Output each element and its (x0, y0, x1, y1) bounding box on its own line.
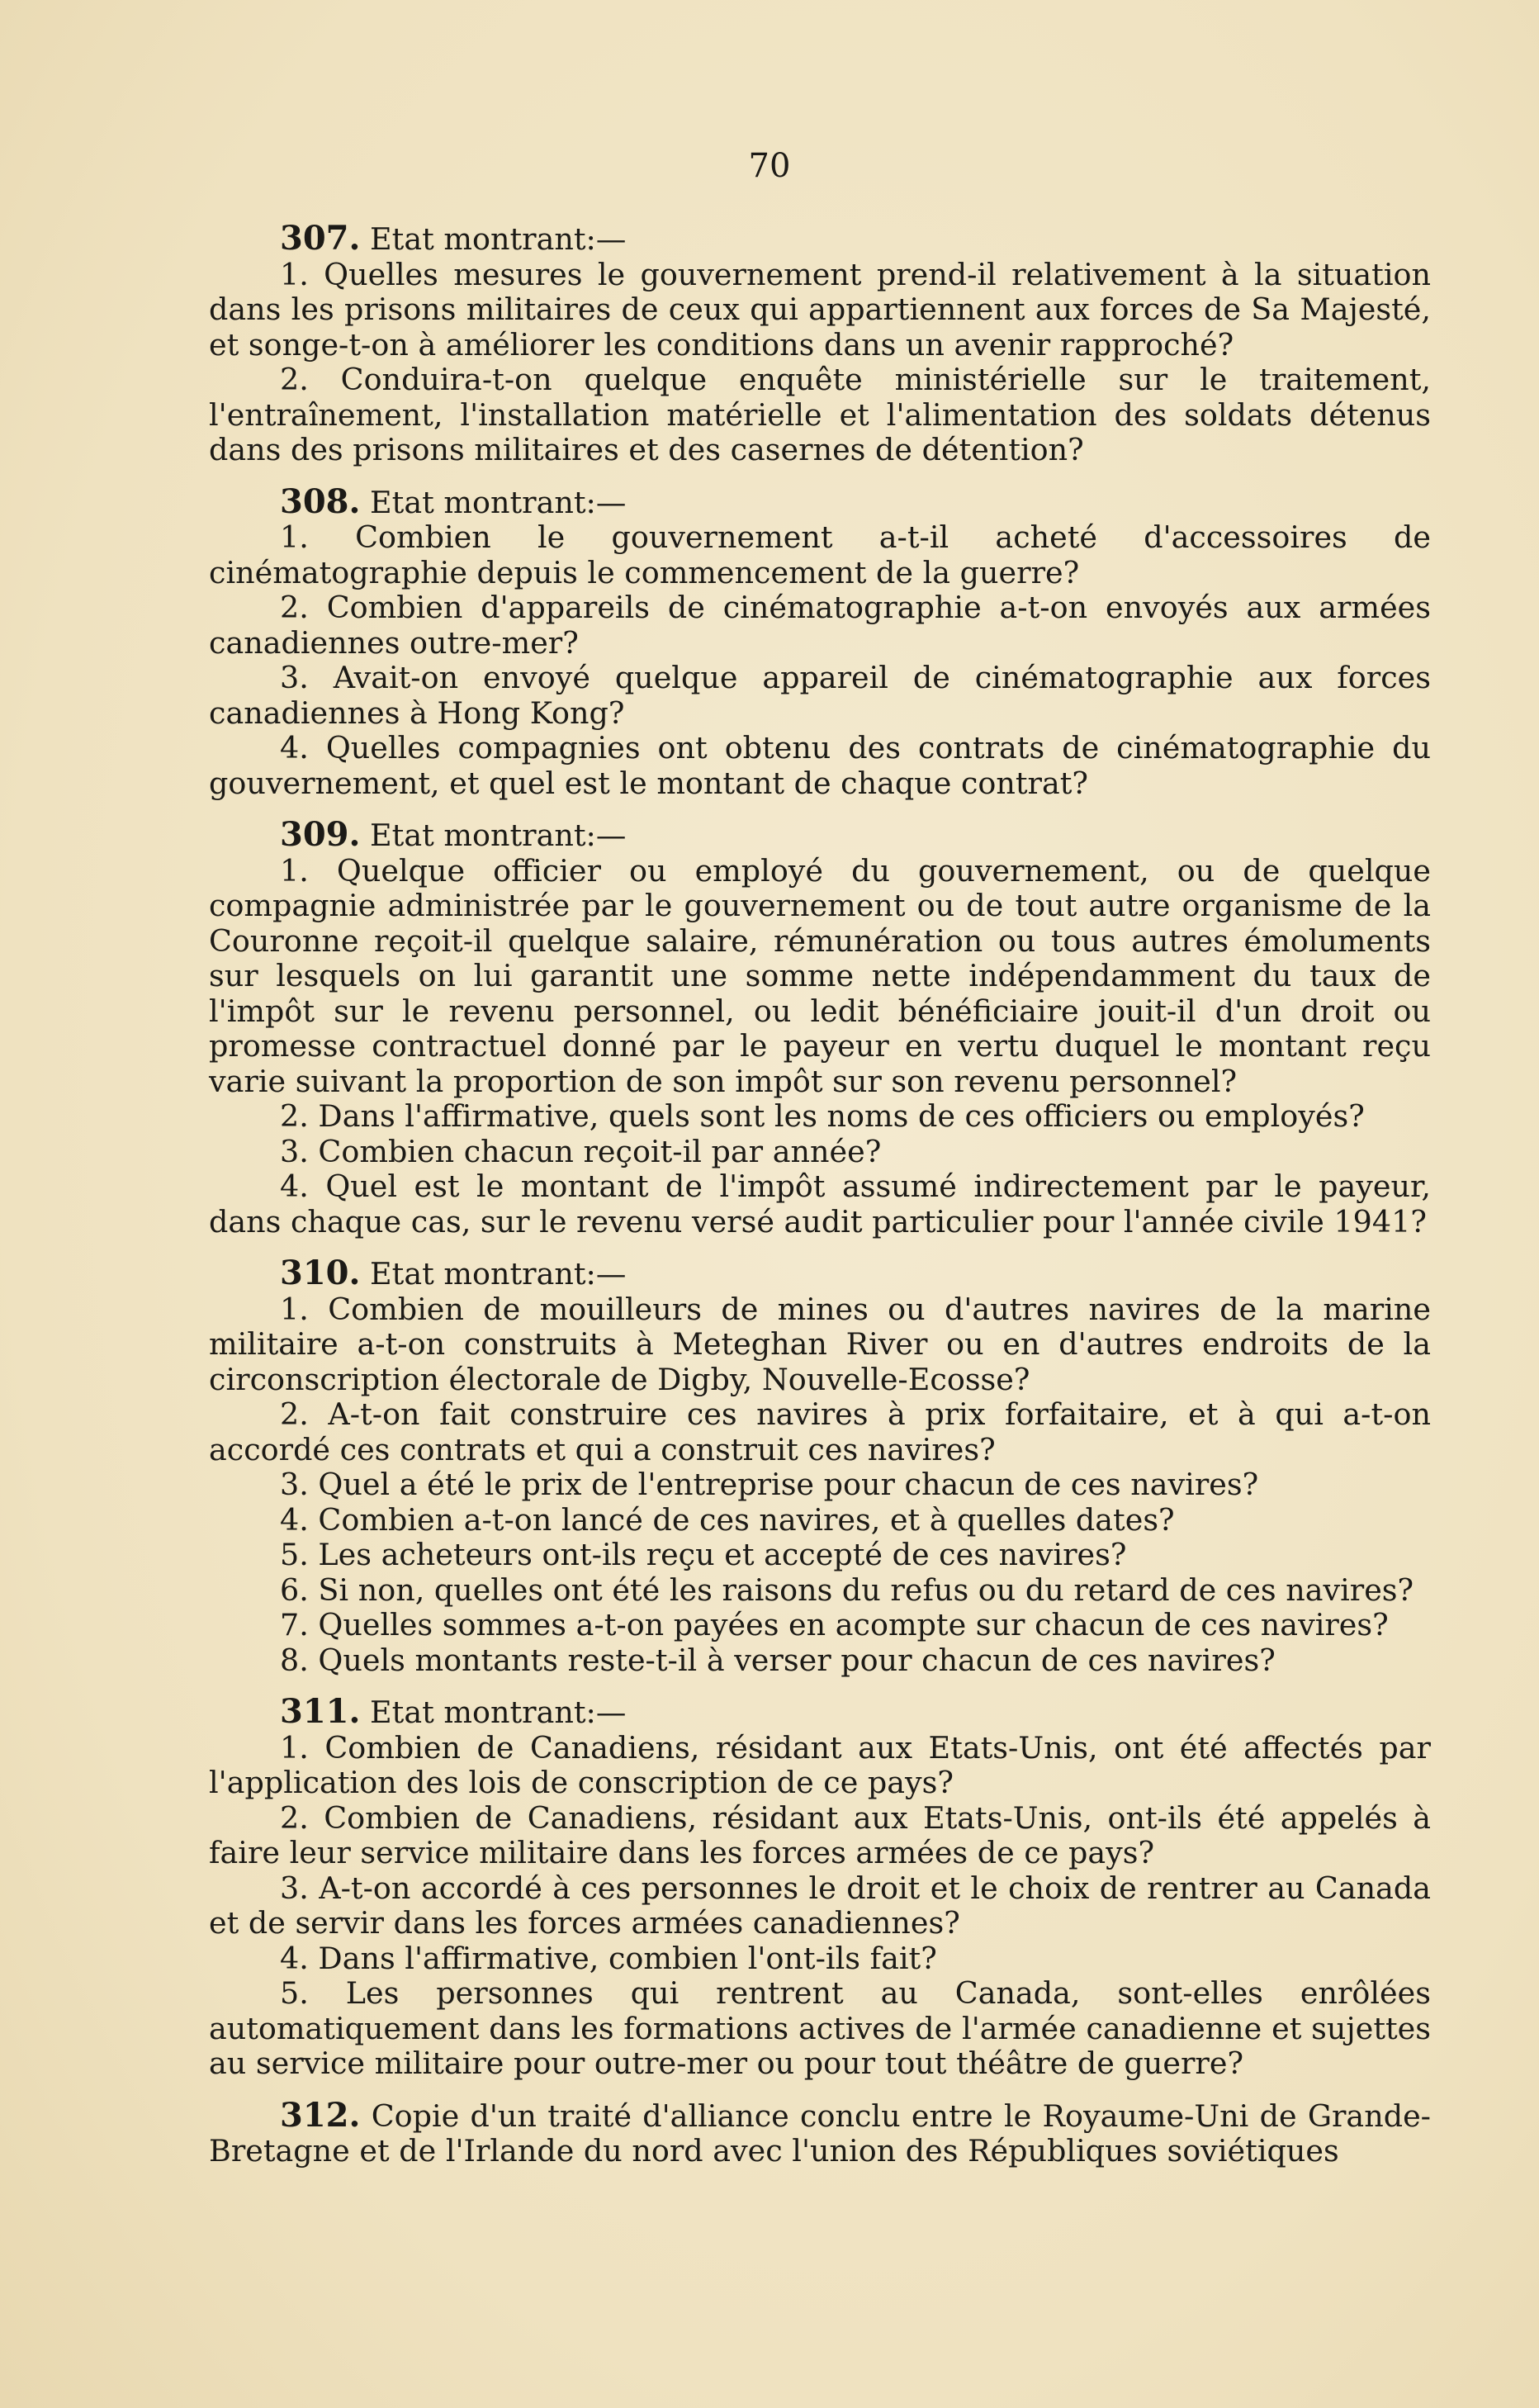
question-item: 3. Combien chacun reçoit-il par année? (280, 1133, 882, 1169)
entry-heading (209, 221, 1431, 258)
question-item: 2. Conduira-t-on quelque enquête ministérielle sur le traitement, l'entraînement, l'installation matérielle et l'alimentation des soldats détenus dans des prisons militaires et des casernes de détention? (209, 362, 1431, 467)
question-item: 1. Combien de mouilleurs de mines ou d'autres navires de la marine militaire a-t-on construits à Meteghan River ou en d'autres endroits de la circonscription électorale de Digby, Nouvelle-Ecosse? (209, 1291, 1431, 1397)
entry-number: 309. (280, 815, 361, 854)
question-item: 2. Combien d'appareils de cinématographie a-t-on envoyés aux armées canadiennes outre-mer? (209, 590, 1431, 661)
page-number: 70 (748, 147, 791, 185)
entry-heading (209, 815, 1431, 854)
entry-title-paragraph (209, 2095, 1431, 2169)
entry-310 (209, 1256, 1431, 1678)
question-item: 4. Quel est le montant de l'impôt assumé indirectement par le payeur, dans chaque cas, sur le revenu versé audit particulier pour l'année civile 1941? (209, 1168, 1431, 1240)
question-item: 7. Quelles sommes a-t-on payées en acompte sur chacun de ces navires? (280, 1607, 1389, 1642)
question-item: 5. Les personnes qui rentrent au Canada, sont-elles enrôlées automatiquement dans les formations actives de l'armée canadienne et sujettes au service militaire pour outre-mer ou pour tout théâtre de guerre? (209, 1975, 1431, 2081)
question-item: 4. Quelles compagnies ont obtenu des contrats de cinématographie du gouvernement, et quel est le montant de chaque contrat? (209, 730, 1431, 801)
entry-heading (209, 1692, 1431, 1731)
entry-heading (209, 481, 1431, 521)
entry-number: 311. (280, 1692, 361, 1731)
question-item: 4. Dans l'affirmative, combien l'ont-ils fait? (280, 1940, 937, 1976)
question-item: 6. Si non, quelles ont été les raisons du refus ou du retard de ces navires? (280, 1571, 1414, 1608)
entry-heading (209, 1256, 1431, 1292)
entry-heading-text: Etat montrant:— (370, 1256, 627, 1292)
question-item: 3. Quel a été le prix de l'entreprise pour chacun de ces navires? (280, 1467, 1259, 1502)
question-item: 2. Dans l'affirmative, quels sont les noms de ces officiers ou employés? (280, 1098, 1365, 1134)
question-item: 3. Avait-on envoyé quelque appareil de cinématographie aux forces canadiennes à Hong Kong? (209, 660, 1431, 731)
entry-number: 310. (280, 1254, 361, 1292)
entry-312 (209, 2095, 1431, 2169)
question-item: 1. Combien le gouvernement a-t-il acheté d'accessoires de cinématographie depuis le commencement de la guerre? (209, 519, 1431, 590)
entry-text: Copie d'un traité d'alliance conclu entre le Royaume-Uni de Grande-Bretagne et de l'Irlande du nord avec l'union des Républiques soviétiques (209, 2098, 1431, 2169)
question-item: 3. A-t-on accordé à ces personnes le droit et le choix de rentrer au Canada et de servir dans les forces armées canadiennes? (209, 1870, 1431, 1941)
question-item: 4. Combien a-t-on lancé de ces navires, et à quelles dates? (280, 1501, 1175, 1538)
question-item: 5. Les acheteurs ont-ils reçu et accepté de ces navires? (280, 1537, 1127, 1572)
question-item: 2. A-t-on fait construire ces navires à prix forfaitaire, et à qui a-t-on accordé ces contrats et qui a construit ces navires? (209, 1396, 1431, 1467)
entry-number: 312. (280, 2095, 361, 2135)
question-item: 1. Quelque officier ou employé du gouvernement, ou de quelque compagnie administrée par le gouvernement ou de tout autre organisme de la Couronne reçoit-il quelque salaire, rémunération ou tous autres émoluments sur lesquels on lui garantit une somme nette indépendamment du taux de l'impôt sur le revenu personnel, ou ledit bénéficiaire jouit-il d'un droit ou promesse contractuel donné par le payeur en vertu duquel le montant reçu varie suivant la proportion de son impôt sur son revenu personnel? (209, 852, 1431, 1099)
question-item: 1. Combien de Canadiens, résidant aux Etats-Unis, ont été affectés par l'application des lois de conscription de ce pays? (209, 1729, 1431, 1800)
entry-heading-text: Etat montrant:— (370, 818, 627, 853)
document-body (209, 221, 1431, 2186)
entry-heading-text: Etat montrant:— (370, 484, 627, 520)
entry-heading-text: Etat montrant:— (370, 221, 627, 257)
entry-309 (209, 815, 1431, 1240)
entry-308 (209, 481, 1431, 802)
question-item: 2. Combien de Canadiens, résidant aux Etats-Unis, ont-ils été appelés à faire leur service militaire dans les forces armées de ce pays? (209, 1799, 1431, 1870)
entry-307 (209, 221, 1431, 468)
entry-number: 307. (280, 219, 361, 258)
entry-heading-text: Etat montrant:— (370, 1695, 627, 1730)
entry-number: 308. (280, 481, 361, 521)
entry-311 (209, 1692, 1431, 2082)
question-item: 1. Quelles mesures le gouvernement prend-il relativement à la situation dans les prisons militaires de ceux qui appartiennent aux forces de Sa Majesté, et songe-t-on à améliorer les conditions dans un avenir rapproché? (209, 256, 1431, 363)
question-item: 8. Quels montants reste-t-il à verser pour chacun de ces navires? (280, 1642, 1276, 1678)
